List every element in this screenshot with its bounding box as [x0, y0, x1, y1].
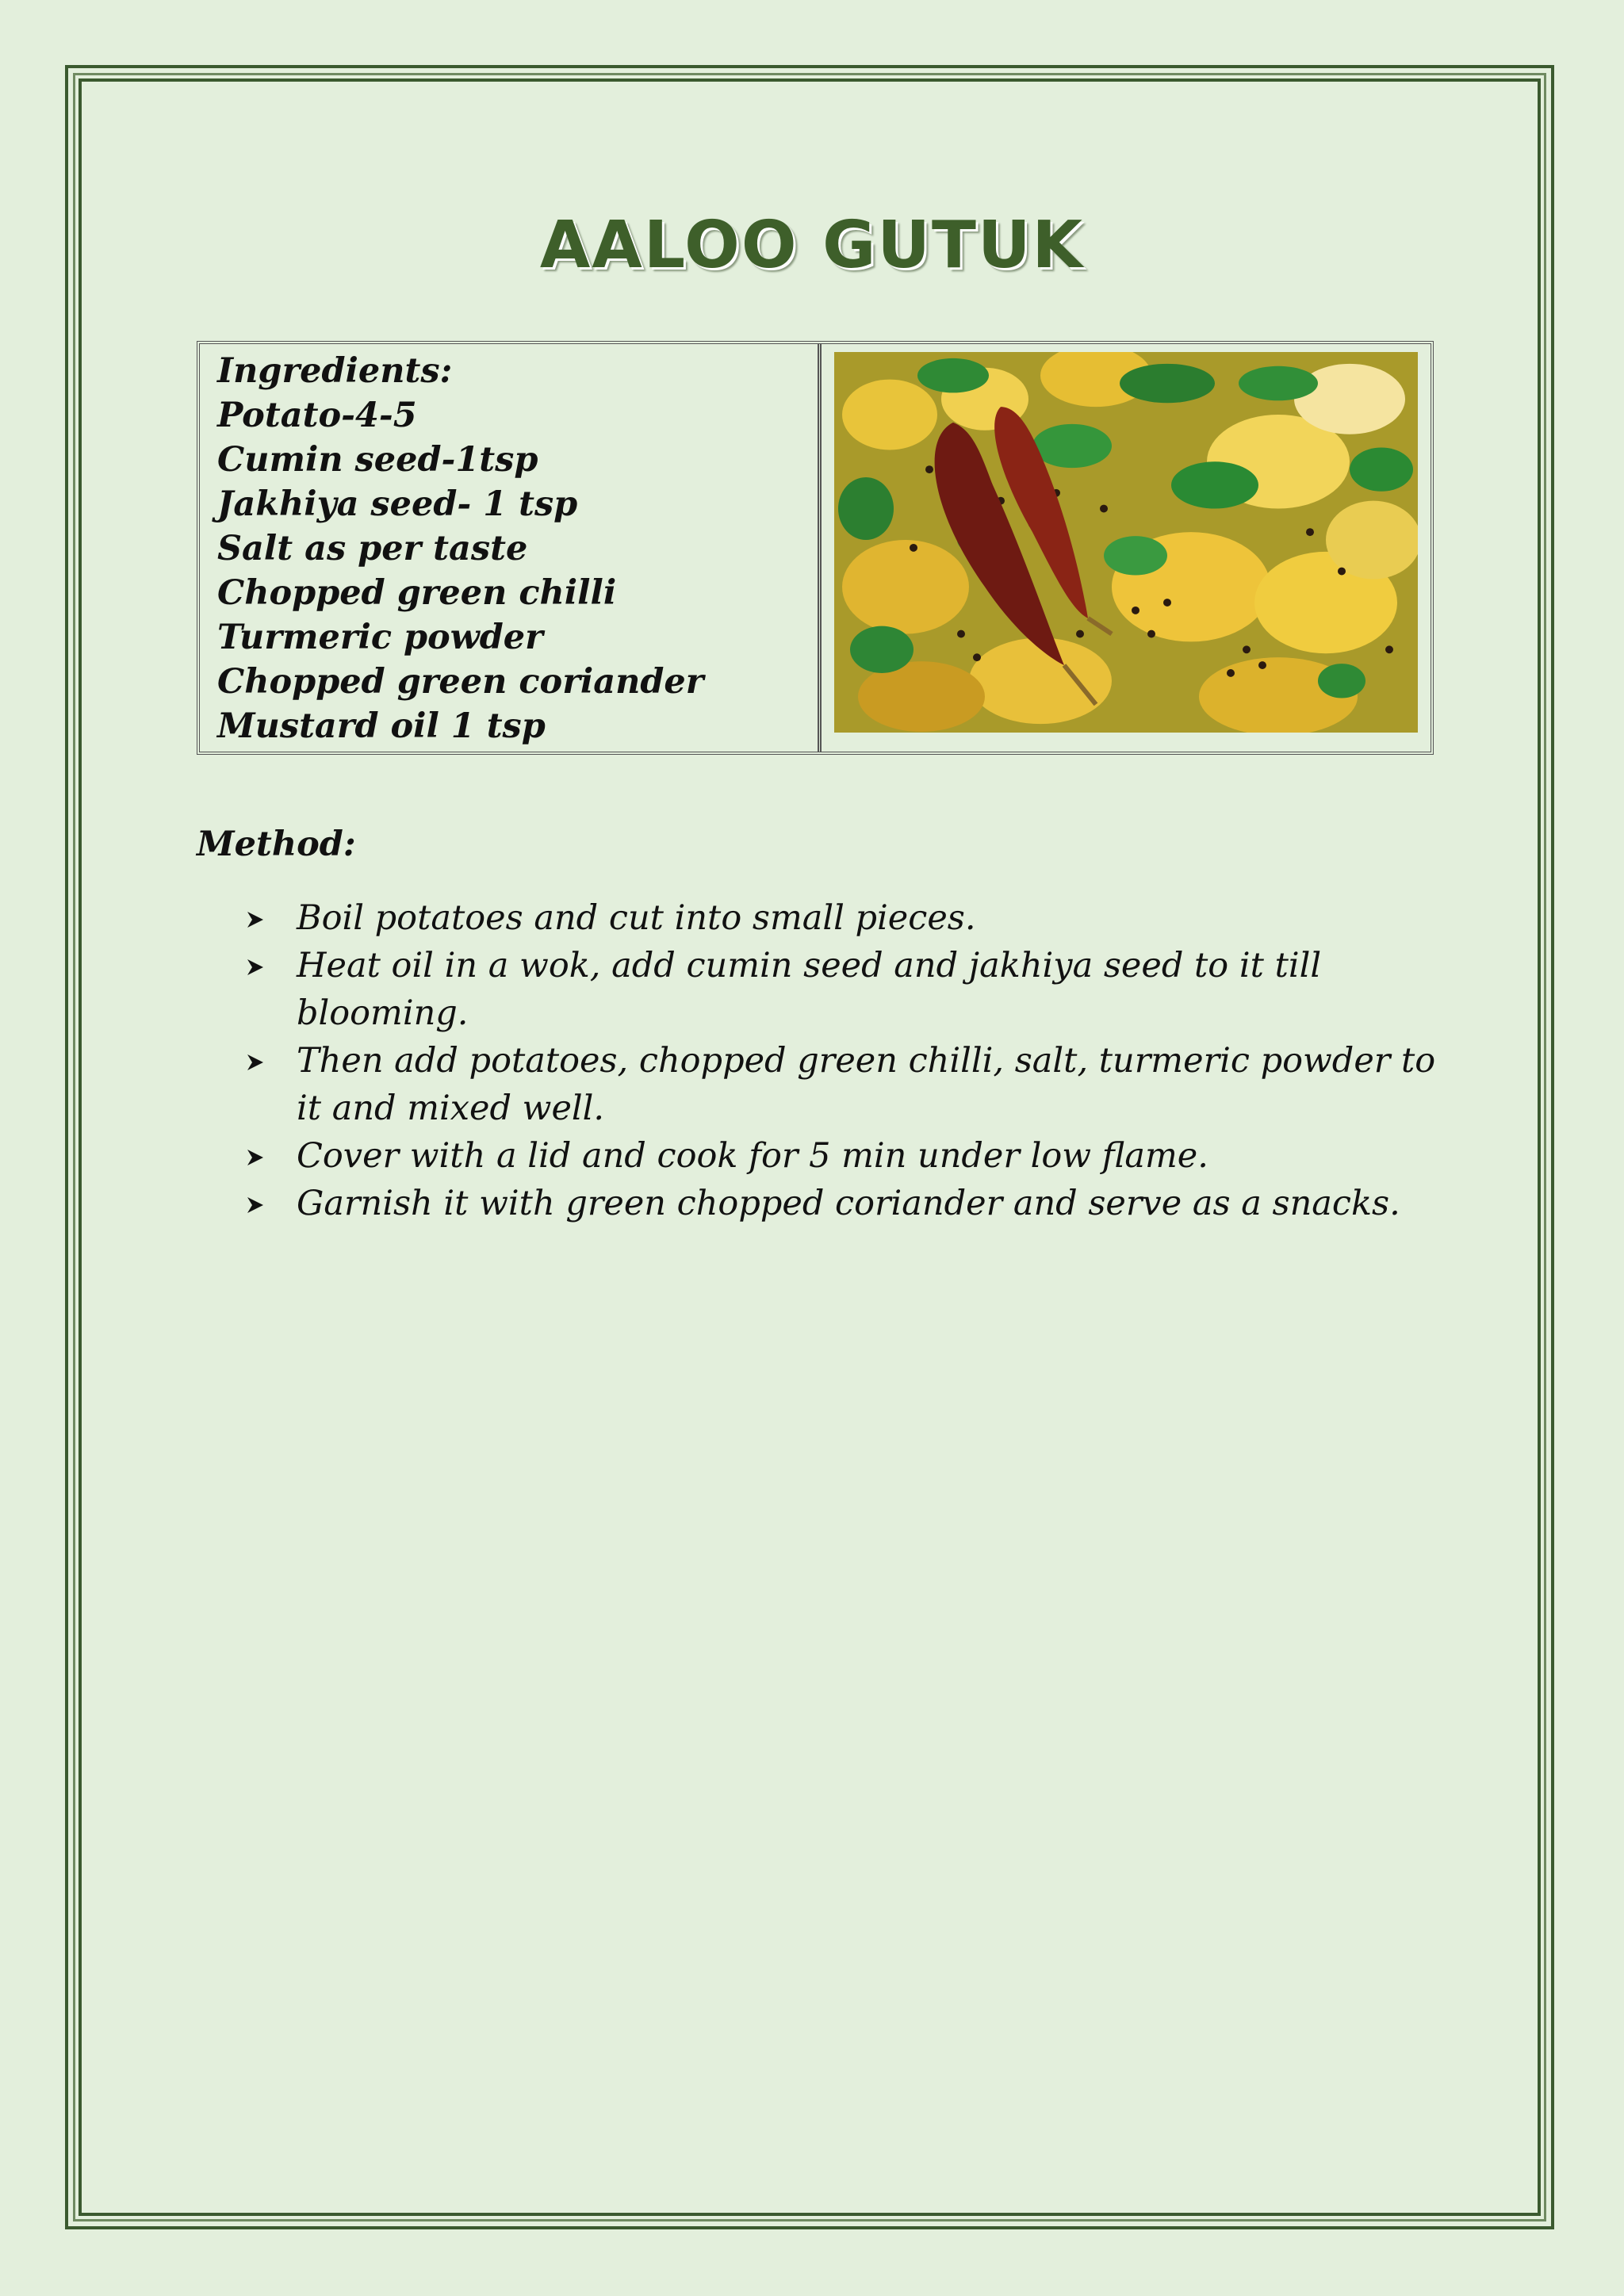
method-list — [238, 894, 1459, 1227]
method-step-text: Heat oil in a wok, add cumin seed and jakhiya seed to it till blooming. — [297, 946, 1322, 1033]
recipe-title: AALOO GUTUK — [539, 208, 1085, 283]
arrow-bullet-icon — [246, 1196, 265, 1215]
arrow-bullet-icon — [246, 1053, 265, 1072]
ingredients-cell — [200, 344, 822, 752]
method-step-text: Then add potatoes, chopped green chilli, salt, turmeric powder to it and mixed well. — [297, 1041, 1436, 1128]
ingredient-item: Potato-4-5 — [217, 396, 417, 435]
ingredient-item: Salt as per taste — [217, 529, 528, 568]
ingredient-item: Turmeric powder — [217, 618, 543, 657]
arrow-bullet-icon — [246, 910, 265, 929]
ingredient-item: Mustard oil 1 tsp — [217, 706, 546, 746]
ingredient-item: Chopped green chilli — [217, 573, 617, 613]
ingredient-item: Chopped green coriander — [217, 662, 704, 702]
ingredients-heading: Ingredients: — [217, 351, 453, 391]
method-step — [238, 1037, 1459, 1132]
method-step-text: Garnish it with green chopped coriander and serve as a snacks. — [297, 1184, 1400, 1223]
photo-cell — [822, 344, 1431, 752]
method-step — [238, 942, 1459, 1037]
method-step — [238, 1132, 1459, 1180]
method-step-text: Boil potatoes and cut into small pieces. — [297, 898, 976, 938]
food-photo — [834, 352, 1418, 733]
ingredient-item: Cumin seed-1tsp — [217, 440, 538, 480]
method-step — [238, 1180, 1459, 1227]
ingredient-item: Jakhiya seed- 1 tsp — [217, 484, 578, 524]
method-heading: Method: — [197, 825, 356, 864]
arrow-bullet-icon — [246, 958, 265, 977]
ingredients-table — [197, 341, 1434, 755]
arrow-bullet-icon — [246, 1148, 265, 1167]
method-step — [238, 894, 1459, 942]
method-step-text: Cover with a lid and cook for 5 min under low flame. — [297, 1136, 1208, 1176]
